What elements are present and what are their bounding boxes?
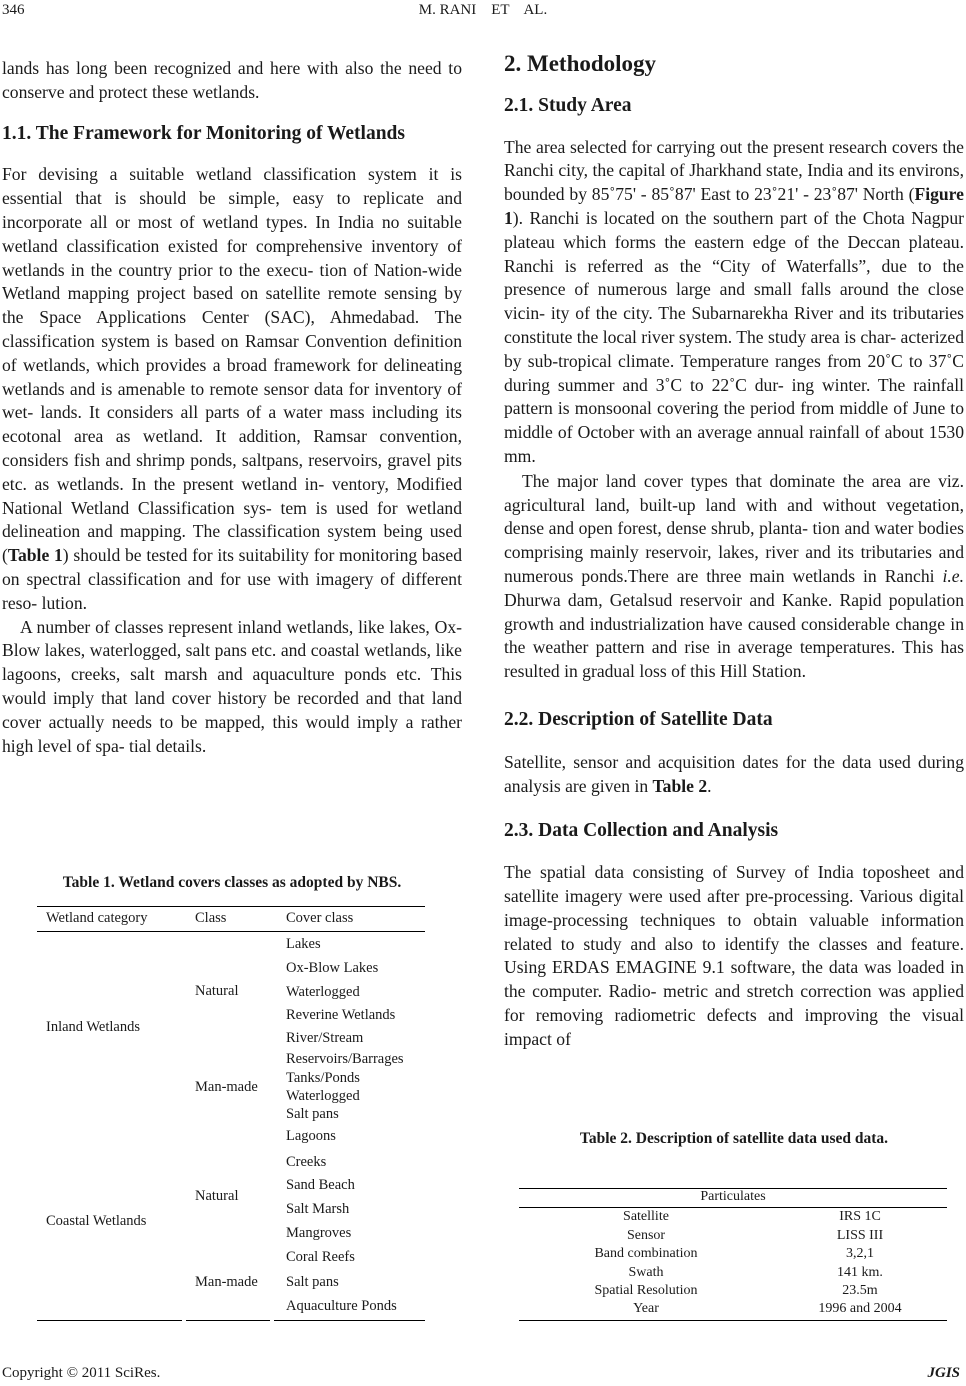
table-1-header-cover: Cover class xyxy=(286,910,354,926)
table-1-category: Coastal Wetlands xyxy=(46,1213,147,1229)
table-1-cover-class: Lakes xyxy=(286,936,321,952)
table-1-cover-class: Lagoons xyxy=(286,1128,336,1144)
ref-figure-1: Figure 1 xyxy=(504,184,964,228)
para-study-text-end: ). Ranchi is located on the southern part of the Chota Nagpur plateau which forms the eastern edge of the Deccan plateau. Ranchi is referred as the “City of Waterfalls”, due to the presence of numerous large and small falls around the close vicin- ity of the city. The Subarnarekha River and its tributaries constitute the local river system. The study area is char- acterized by sub-tropical climate. Temperature ranges from 20˚C to 37˚C during summer and 3˚C to 22˚C dur- ing winter. The rainfall pattern is monsoonal covering the period from middle of June to middle of October with an average annual rainfall of about 1530 mm. xyxy=(504,207,964,466)
table-2-label: Sensor xyxy=(626,1228,666,1243)
para-satellite-text: Satellite, sensor and acquisition dates for the data used during analysis are given in xyxy=(504,751,964,796)
heading-1-1: 1.1. The Framework for Monitoring of Wetlands xyxy=(2,122,405,144)
table-2-header: Particulates xyxy=(700,1189,766,1204)
right-column xyxy=(504,52,964,1051)
table-2-value: LISS III xyxy=(836,1228,884,1243)
table-1-cover-class: Sand Beach xyxy=(286,1177,355,1193)
table-2-label: Satellite xyxy=(623,1209,669,1224)
table-1-class: Man-made xyxy=(195,1079,258,1095)
table-1-cover-class: River/Stream xyxy=(286,1030,364,1046)
para-satellite-end: . xyxy=(707,775,712,796)
table-2-label: Band combination xyxy=(594,1246,698,1261)
para-classes: A number of classes represent inland wetlands, like lakes, Ox-Blow lakes, waterlogged, salt pans etc. and coastal wetlands, like lagoons, creeks, salt marsh and aquaculture ponds etc. This would imply that land cover history be recorded and that land cover actually needs to be mapped, this would imply a rather high level of spa- tial details. xyxy=(2,616,462,756)
journal-name: JGIS xyxy=(927,1365,960,1381)
para-collection: The spatial data consisting of Survey of India toposheet and satellite imagery were used after pre-processing. Various digital image-processing techniques to obtain valuable information related to study and also to identify the classes and feature. Using ERDAS EMAGINE 9.1 software, the data was loaded in the computer. Radio- metric and stretch correction was applied for removing radiometric defects and improving the visual impact of xyxy=(504,862,964,1049)
table-1-top-rule xyxy=(37,906,425,907)
table-1-header-rule xyxy=(37,931,425,932)
table-1-cover-class: Salt Marsh xyxy=(286,1201,350,1217)
table-1-cover-class: Coral Reefs xyxy=(286,1249,355,1265)
running-head: M. RANI ET AL. xyxy=(418,2,548,18)
ref-table-2: Table 2 xyxy=(652,775,708,796)
para-satellite xyxy=(504,751,964,799)
table-2-value: 1996 and 2004 xyxy=(818,1301,902,1316)
table-1-class: Man-made xyxy=(195,1274,258,1290)
heading-2-3: 2.3. Data Collection and Analysis xyxy=(504,820,779,842)
para-land-cover-end: Dhurwa dam, Getalsud reservoir and Kanke. Rapid population growth and industrialization have caused considerable change in the weather pattern and rise in average temperatures. This has resulted in gradual loss of this Hill Station. xyxy=(504,589,964,682)
table-1-caption: Table 1. Wetland covers classes as adopted by NBS. xyxy=(62,874,402,891)
table-2-label: Spatial Resolution xyxy=(594,1283,698,1298)
table-1-class: Natural xyxy=(195,1188,239,1204)
para-study-area xyxy=(504,136,964,469)
para-framework-text: For devising a suitable wetland classification system it is essential that is should be simple, easy to replicate and incorporate all or most of wetland types. In India no suitable wetland classification existed for comprehensive inventory of wetlands in the country prior to the execu- tion of Nation-wide Wetland mapping project based on satellite remote sensing by the Space Applications Center (SAC), Ahmedabad. The classification system is based on Ramsar Convention definition of wetlands, which provides a broad framework for delineating wetlands and is amenable to remote sensor data for inventory of wet- lands. It considers all parts of a water mass including its ecotonal area as wetland. It addition, Ramsar convention, considers fish and shrimp ponds, saltpans, reservoirs, gravel pits etc. as wetlands. In the present wetland in- ventory, Modified National Wetland Classification sys- tem is used for wetland delineation and mapping. The classification system being used ( xyxy=(2,164,462,566)
ie-abbrev: i.e. xyxy=(942,565,964,586)
para-top: lands has long been recognized and here with also the need to conserve and protect these wetlands. xyxy=(2,58,462,102)
table-2-value: IRS 1C xyxy=(839,1209,881,1224)
table-2-label: Year xyxy=(633,1301,659,1316)
para-study-text: The area selected for carrying out the present research covers the Ranchi city, the capital of Jharkhand state, India and its environs, bounded by 85˚75' - 85˚87' East to 23˚21' - 23˚87' North ( xyxy=(504,136,964,205)
table-1-cover-class: Mangroves xyxy=(286,1225,352,1241)
table-1-cover-class: Aquaculture Ponds xyxy=(286,1298,397,1314)
table-1-category: Inland Wetlands xyxy=(46,1019,141,1035)
para-framework-end: ) should be tested for its suitability for monitoring based on spectral classification and for use with imagery of different reso- lution. xyxy=(2,545,462,613)
table-1-bottom-rule xyxy=(274,1320,425,1321)
table-1-cover-class: Reservoirs/Barrages xyxy=(286,1051,404,1067)
para-land-cover xyxy=(504,470,964,684)
heading-2: 2. Methodology xyxy=(504,51,657,76)
table-2-value: 3,2,1 xyxy=(846,1246,874,1261)
table-1-cover-class: Reverine Wetlands xyxy=(286,1007,396,1023)
heading-2-1: 2.1. Study Area xyxy=(504,94,632,116)
ref-table-1: Table 1 xyxy=(7,545,63,566)
table-2-header-rule xyxy=(519,1207,947,1208)
copyright: Copyright © 2011 SciRes. xyxy=(2,1365,161,1381)
table-1-cover-class: Salt pans xyxy=(286,1106,339,1122)
table-1-cover-class: Ox-Blow Lakes xyxy=(286,960,379,976)
left-column xyxy=(2,57,462,758)
para-framework xyxy=(2,163,462,615)
table-1-header-category: Wetland category xyxy=(46,910,148,926)
table-1-class: Natural xyxy=(195,983,239,999)
table-1-cover-class: Waterlogged xyxy=(286,984,360,1000)
table-1-cover-class: Salt pans xyxy=(286,1274,339,1290)
table-2-bottom-rule xyxy=(519,1320,947,1321)
table-1-bottom-rule xyxy=(186,1320,270,1321)
table-2-caption: Table 2. Description of satellite data used data. xyxy=(579,1130,889,1147)
table-2-value: 23.5m xyxy=(842,1283,878,1298)
table-1-cover-class: Waterlogged xyxy=(286,1088,360,1104)
table-2-label: Swath xyxy=(628,1265,664,1280)
table-1-cover-class: Creeks xyxy=(286,1154,327,1170)
table-2-value: 141 km. xyxy=(837,1265,883,1280)
heading-2-2: 2.2. Description of Satellite Data xyxy=(504,708,773,730)
page-number: 346 xyxy=(2,2,25,18)
para-land-cover-text: The major land cover types that dominate the area are viz. agricultural land, built-up land with and without vegetation, dense and open forest, dense shrub, planta- tion and water bodies comprising mainly reservoir, lakes, river and its tributaries and numerous ponds.There are three main wetlands in Ranchi xyxy=(504,470,964,586)
table-1-cover-class: Tanks/Ponds xyxy=(286,1070,360,1086)
table-1-bottom-rule xyxy=(37,1320,182,1321)
table-1-header-class: Class xyxy=(195,910,227,926)
